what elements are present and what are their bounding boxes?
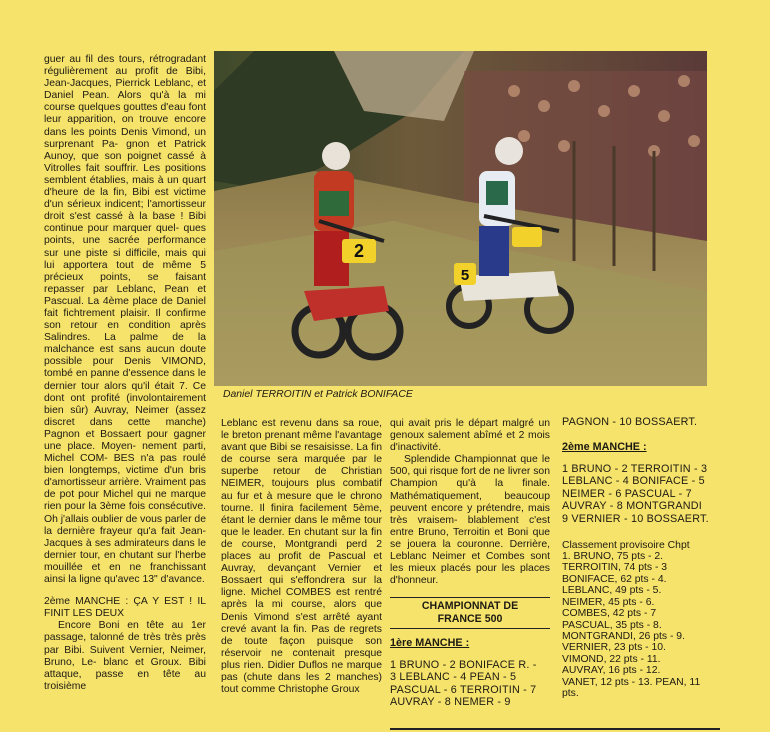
results-line: LEBLANC - 4 BONIFACE - 5 [562, 475, 705, 488]
body-text: Leblanc est revenu dans sa roue, le breton prenant même l'avantage avant que Bibi se resaisisse. La fin de course sera marquée par le superbe retour de Christian NEIMER, toujours plus combatif au fur et à mesure que le chrono tourne. Il finira facilement 5ème, étant le dernier dans le même tour que le leader. En chutant sur la fin de course, Montgrandi perd 2 places au profit de Pascual et Auvray, devançant Vernier et Bossaert qui s'effondrera sur la ligne. Michel COMBES est rentré après la mi course, alors que Denis Vimond s'est arrêté ayant crevé avant la fin. Pas de regrets de toute façon puisque son réservoir ne contenait presque plus rien. Didier Duflos ne marque pas (chute dans les 2 manches) tout comme Christophe Groux [221, 418, 382, 696]
results-list-1 [390, 659, 550, 709]
standings-line: pts. [562, 687, 579, 699]
body-text: Encore Boni en tête au 1er passage, talonné de très très près par Bibi. Suivent Vernier, Neimer, Bruno, Le- blanc et Groux. Bibi attaque, passe en tête au troisième [44, 620, 206, 692]
results-line: 1 BRUNO - 2 BONIFACE R. - [390, 658, 537, 671]
standings-line: BONIFACE, 62 pts - 4. [562, 573, 667, 585]
results-title-line: FRANCE 500 [437, 612, 503, 625]
results-continuation: PAGNON - 10 BOSSAERT. [562, 416, 698, 428]
standings-line: VIMOND, 22 pts - 11. [562, 653, 661, 665]
results-title-line: CHAMPIONNAT DE [421, 600, 519, 613]
bottom-divider [390, 728, 720, 730]
race-number-right: 5 [460, 267, 470, 284]
standings-line: PASCUAL, 35 pts - 8. [562, 619, 662, 631]
article-column-4 [562, 416, 716, 699]
results-line: AUVRAY - 8 NEMER - 9 [390, 696, 511, 709]
standings-line: VERNIER, 23 pts - 10. [562, 642, 666, 654]
results-line: 1 BRUNO - 2 TERROITIN - 3 [562, 462, 708, 475]
race-photo [214, 51, 707, 386]
standings-line: 1. BRUNO, 75 pts - 2. [562, 551, 664, 563]
standings [562, 540, 716, 700]
standings-line: AUVRAY, 16 pts - 12. [562, 665, 661, 677]
article-column-2 [221, 418, 382, 696]
body-text: qui avait pris le départ malgré un genoux salement abîmé et 2 mois d'inactivité. [390, 418, 550, 454]
standings-line: LEBLANC, 49 pts - 5. [562, 585, 662, 597]
article-column-1 [44, 54, 206, 693]
results-list-2 [562, 463, 716, 526]
standings-line: TERROITIN, 74 pts - 3 [562, 562, 668, 574]
race-number-left: 2 [353, 241, 365, 261]
photo-caption: Daniel TERROITIN et Patrick BONIFACE [223, 389, 413, 400]
motocross-photo-illustration [214, 51, 707, 386]
results-box-title [390, 597, 550, 628]
article-column-3 [390, 418, 550, 709]
section-subhead: 2ème MANCHE : ÇA Y EST ! IL FINIT LES DEUX [44, 596, 206, 620]
standings-line: NEIMER, 45 pts - 6. [562, 596, 655, 608]
results-line: 9 VERNIER - 10 BOSSAERT. [562, 513, 709, 526]
results-line: AUVRAY - 8 MONTGRANDI [562, 500, 702, 513]
manche-heading: 1ère MANCHE : [390, 636, 470, 649]
standings-line: COMBES, 42 pts - 7 [562, 608, 657, 620]
results-line: PASCUAL - 6 TERROITIN - 7 [390, 683, 537, 696]
manche-heading: 2ème MANCHE : [562, 440, 647, 453]
results-line: NEIMER - 6 PASCUAL - 7 [562, 487, 692, 500]
standings-title: Classement provisoire Chpt [562, 539, 690, 551]
body-text: guer au fil des tours, rétrogradant régulièrement au profit de Bibi, Jean-Jacques, Pierrick Leblanc, et Daniel Pean. Alors qu'à la mi course quelques gouttes d'eau font leur apparition, on trouve encore dans les points Denis Vimond, un surprenant Pa- gnon et Patrick Aunoy, que son poignet cassé à Vitrolles fait souffrir. Les positions semblent établies, mais à un quart d'heure de la fin, Bibi est victime d'un sérieux indicent; l'amortisseur droit s'est cassé à la base ! Bibi continue pour marquer quel- ques points, une sacrée performance sur une piste si difficile, mais qui lui apportera tout de même 5 précieux points, se faisant repasser par Leblanc, Pean et Pascual. La 4ème place de Daniel fait fichtrement plaisir. Il confirme son retour en condition après Salindres. La palme de la malchance est sans aucun doute possible pour Denis VIMOND, tombé en panne d'essence dans le dernier tour alors qu'il était 7. Ce dont ont profité (involontairement bien sûr) Auvray, Neimer (assez discret dans cette manche) Pagnon et Bossaert pour gagner une place. Moyen- nement parti, Michel COM- BES n'a pas roulé bien longtemps, victime d'un bris d'amortisseur arrière. Vraiment pas de pot pour Michel qui ne marque rien pour la 3ème fois consécutive. Oh j'allais oublier de vous parler de la dernière frayeur qu'a fait Jean-Jacques à ses admirateurs dans le dernier tour, en chutant sur l'herbe mouillée et en ne franchissant ainsi la ligne qu'avec 13" d'avance. [44, 54, 206, 586]
results-line: 3 LEBLANC - 4 PEAN - 5 [390, 671, 517, 684]
standings-line: VANET, 12 pts - 13. PEAN, 11 [562, 676, 701, 688]
body-text: Splendide Championnat que le 500, qui risque fort de ne livrer son Champion qu'à la finale. Mathématiquement, beaucoup peuvent encore y prétendre, mais très vraisem- blablement c'est entre Bruno, Terroitin et Boni que se jouera la couronne. Derrière, Leblanc Neimer et Combes sont les mieux placés pour les places d'honneur. [390, 454, 550, 587]
standings-line: MONTGRANDI, 26 pts - 9. [562, 630, 685, 642]
